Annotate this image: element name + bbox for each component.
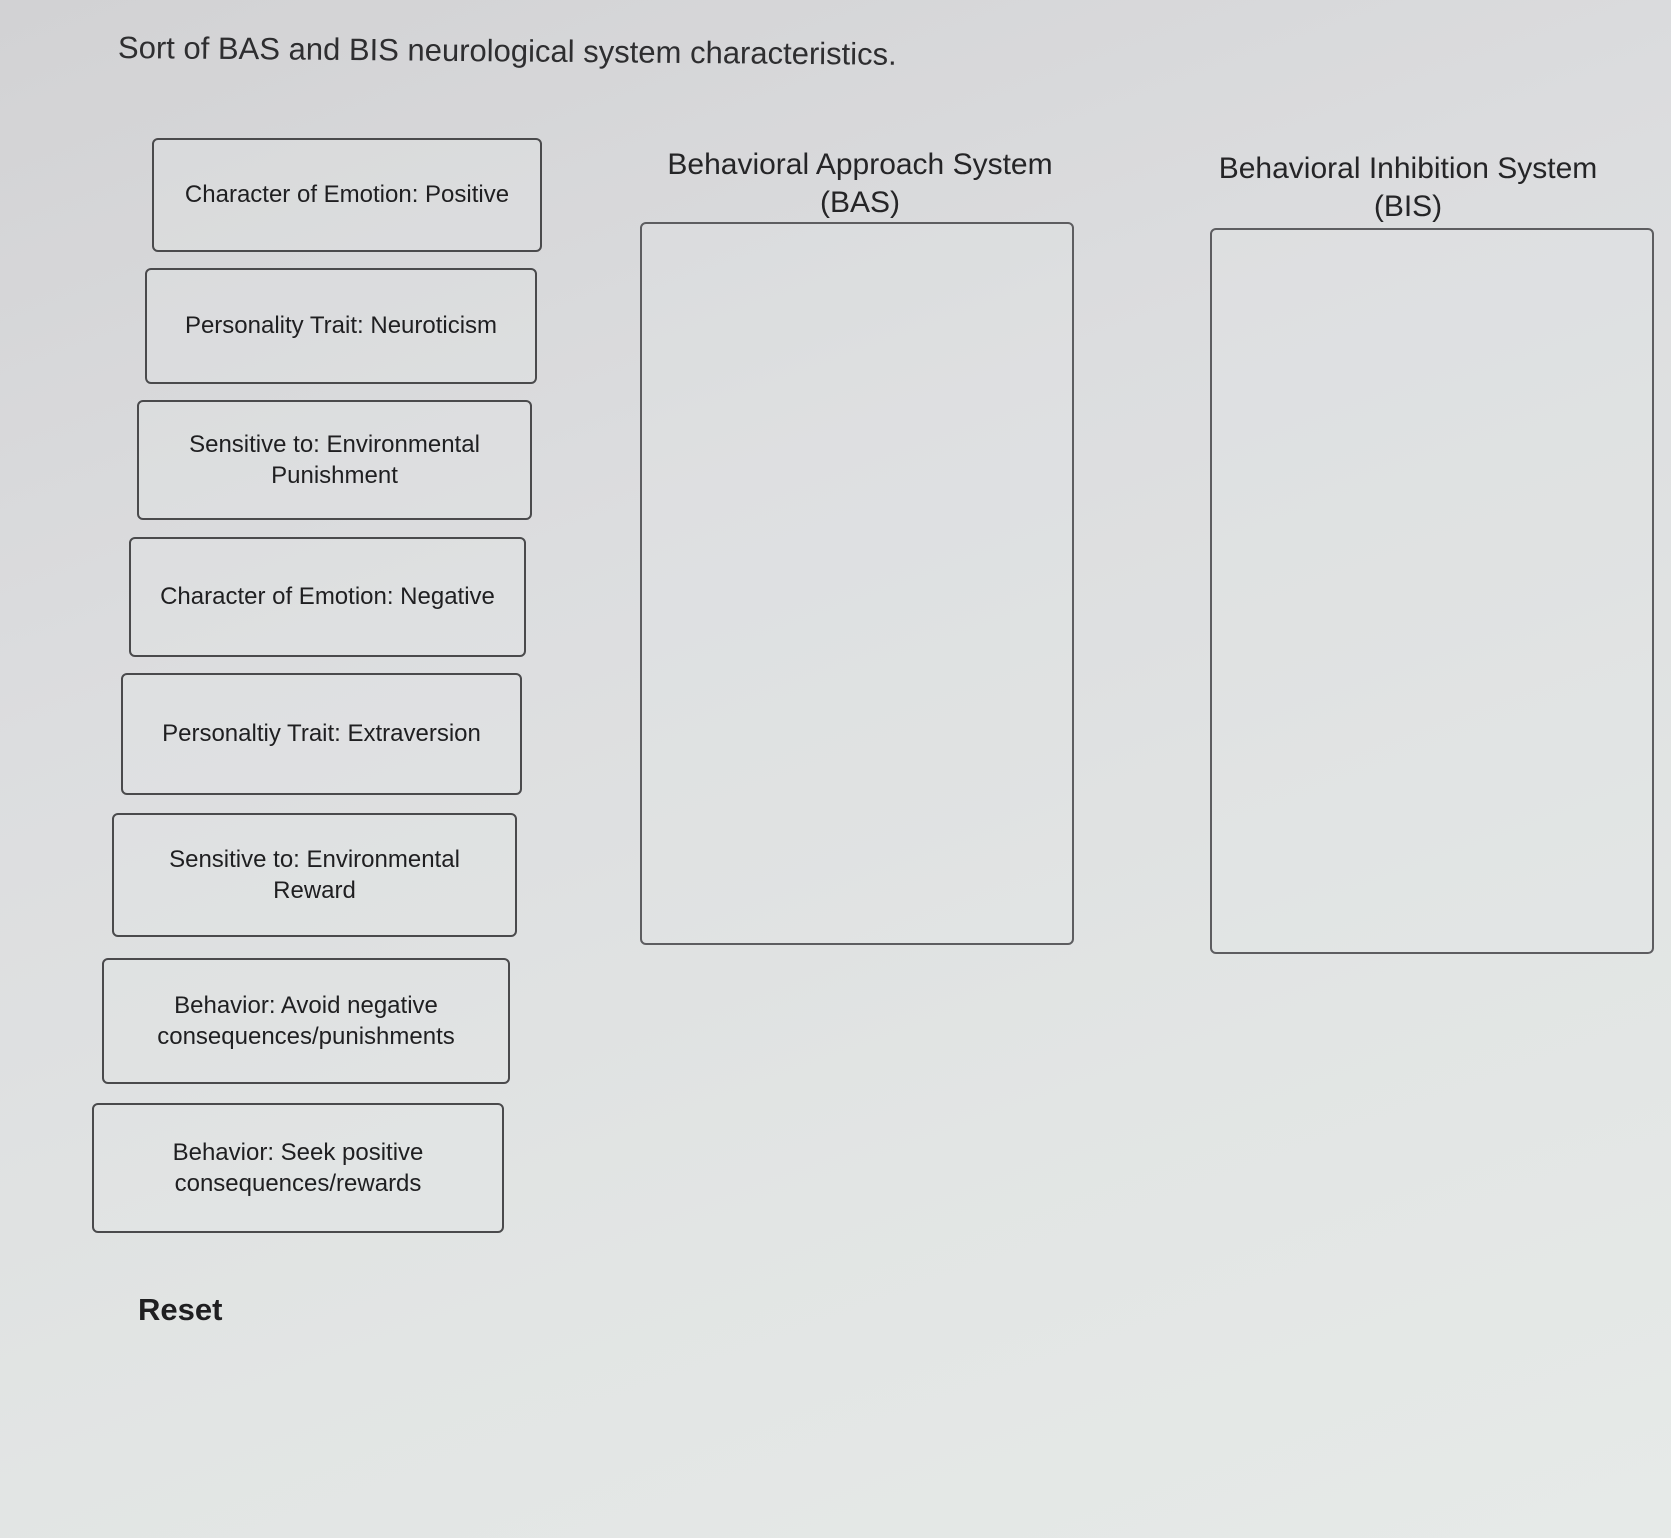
bis-drop-zone[interactable] [1210, 228, 1654, 954]
draggable-card-sensitive-punishment[interactable]: Sensitive to: Environmental Punishment [137, 400, 532, 520]
draggable-card-emotion-negative[interactable]: Character of Emotion: Negative [129, 537, 526, 657]
bas-drop-zone[interactable] [640, 222, 1074, 945]
page-title: Sort of BAS and BIS neurological system characteristics. [117, 30, 897, 72]
draggable-card-seek-positive[interactable]: Behavior: Seek positive consequences/rewards [92, 1103, 504, 1233]
draggable-card-avoid-negative[interactable]: Behavior: Avoid negative consequences/punishments [102, 958, 510, 1084]
draggable-card-sensitive-reward[interactable]: Sensitive to: Environmental Reward [112, 813, 517, 937]
draggable-card-neuroticism[interactable]: Personality Trait: Neuroticism [145, 268, 537, 384]
bis-column-heading: Behavioral Inhibition System (BIS) [1218, 152, 1598, 223]
bas-column-heading: Behavioral Approach System (BAS) [667, 148, 1053, 219]
draggable-card-emotion-positive[interactable]: Character of Emotion: Positive [152, 138, 542, 252]
reset-button[interactable]: Reset [138, 1292, 223, 1327]
draggable-card-extraversion[interactable]: Personaltiy Trait: Extraversion [121, 673, 522, 795]
